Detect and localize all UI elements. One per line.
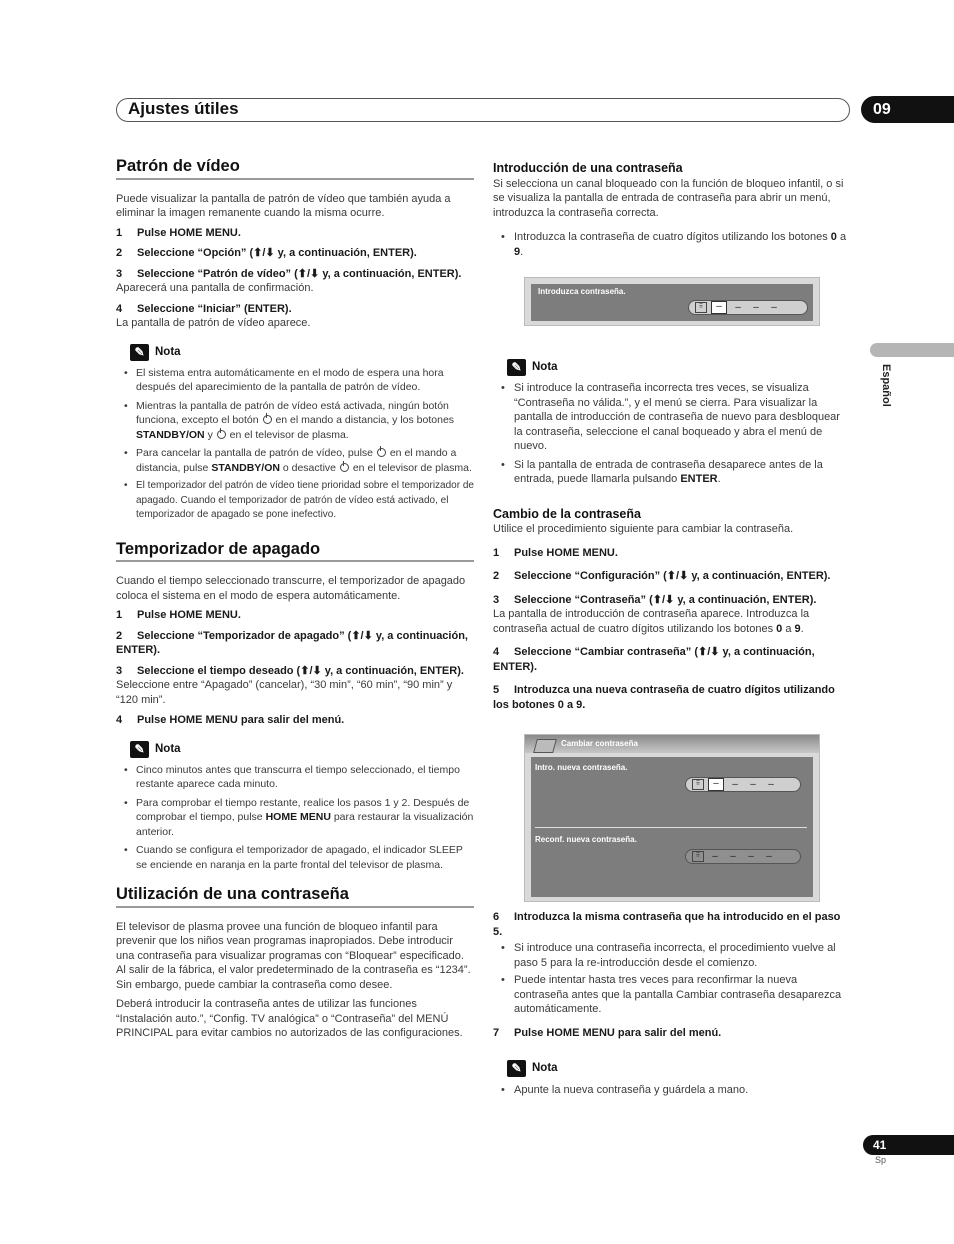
section-title-video-pattern: Patrón de vídeo xyxy=(116,159,474,180)
chapter-title: Ajustes útiles xyxy=(128,99,239,118)
new-password-field[interactable]: ⠿ – – – – xyxy=(685,777,801,792)
password-entry-screen xyxy=(524,277,820,326)
step-4: 4 Seleccione “Cambiar contraseña” (⬆/⬇ y, a continuación, ENTER). xyxy=(493,646,815,673)
note-heading: ✎ Nota xyxy=(507,1060,851,1077)
confirm-password-field[interactable]: ⠿ – – – – xyxy=(685,849,801,864)
pencil-note-icon: ✎ xyxy=(507,1060,526,1077)
disk-icon xyxy=(533,739,557,753)
step-4-desc: La pantalla de patrón de vídeo aparece. xyxy=(116,317,311,329)
note-item: • Mientras la pantalla de patrón de vídeo está activada, ningún botón funciona, excepto el botón en el mando a distancia, y los botones STANDBY/ON y en el televisor de plasma. xyxy=(116,399,474,443)
language-label: Español xyxy=(880,364,892,407)
enter-password-intro: Si selecciona un canal bloqueado con la función de bloqueo infantil, o si se visualiza la pantalla de entrada de contraseña para abrir un menú, introduzca la contraseña correcta. xyxy=(493,177,844,219)
section-title-password: Utilización de una contraseña xyxy=(116,887,474,908)
page-lang-code: Sp xyxy=(875,1155,887,1165)
note-heading: ✎ Nota xyxy=(130,344,474,361)
screen-title: Cambiar contraseña xyxy=(561,739,638,748)
note-item: • Apunte la nueva contraseña y guárdela a mano. xyxy=(493,1083,851,1098)
step-3: 3 Seleccione “Patrón de vídeo” (⬆/⬇ y, a continuación, ENTER). xyxy=(116,267,462,280)
note-item: • Para cancelar la pantalla de patrón de vídeo, pulse en el mando a distancia, pulse STANDBY/ON o desactive en el televisor de plasma. xyxy=(116,446,474,475)
step-1: 1 Pulse HOME MENU. xyxy=(116,226,241,239)
step-1: 1 Pulse HOME MENU. xyxy=(116,609,241,621)
change-password-screen xyxy=(524,734,820,902)
password-intro: El televisor de plasma provee una función de bloqueo infantil para prevenir que los niños vean programas inapropiados. Debe introducir una contraseña para visualizar programas con “Bloquear” especificado. Al salir de la fábrica, el valor predeterminado de la contraseña es “1234”. Sin embargo, puede cambiar la contraseña como desee. xyxy=(116,920,471,991)
step-7: 7 Pulse HOME MENU para salir del menú. xyxy=(493,1026,722,1039)
note-item: • El temporizador del patrón de vídeo tiene prioridad sobre el temporizador de apagado. Cuando el temporizador de patrón de vídeo está activado, el temporizador de apagado se pone inefectivo. xyxy=(116,479,474,523)
power-icon xyxy=(377,448,386,457)
pencil-note-icon: ✎ xyxy=(130,741,149,758)
step-3-desc: La pantalla de introducción de contraseña aparece. Introduzca la contraseña actual de cuatro dígitos utilizando los botones 0 a 9. xyxy=(493,608,810,635)
pencil-note-icon: ✎ xyxy=(507,359,526,376)
subsection-title-enter-password: Introducción de una contraseña xyxy=(493,161,683,175)
step-3: 3 Seleccione el tiempo deseado (⬆/⬇ y, a continuación, ENTER). xyxy=(116,664,464,677)
section-title-sleep-timer: Temporizador de apagado xyxy=(116,542,474,563)
sleep-timer-intro: Cuando el tiempo seleccionado transcurre, el temporizador de apagado coloca el sistema en el modo de espera automáticamente. xyxy=(116,575,466,602)
step-4: 4 Pulse HOME MENU para salir del menú. xyxy=(116,714,345,726)
note-heading: ✎ Nota xyxy=(130,741,474,758)
step-3-desc: Seleccione entre “Apagado” (cancelar), “30 min”, “60 min”, “90 min” y “120 min”. xyxy=(116,679,453,706)
subsection-title-change-password: Cambio de la contraseña xyxy=(493,506,641,521)
step-2: 2 Seleccione “Opción” (⬆/⬇ y, a continuación, ENTER). xyxy=(116,247,417,259)
keypad-icon: ⠿ xyxy=(692,779,704,790)
new-password-label: Intro. nueva contraseña. xyxy=(535,763,628,772)
chapter-number: 09 xyxy=(861,96,954,123)
note-item: • Si la pantalla de entrada de contraseña desaparece antes de la entrada, puede llamarla pulsando ENTER. xyxy=(493,458,851,487)
note-item: • Si introduce la contraseña incorrecta tres veces, se visualiza “Contraseña no válida.”, y el menú se cierra. Para visualizar la pantalla de introducción de contraseña de nuevo para desbloquear la contraseña, seleccione el canal boqueado y abra el menú de nuevo. xyxy=(493,381,851,454)
language-tab xyxy=(870,343,954,357)
step-2: 2 Seleccione “Temporizador de apagado” (⬆/⬇ y, a continuación, ENTER). xyxy=(116,629,468,656)
change-password-intro: Utilice el procedimiento siguiente para cambiar la contraseña. xyxy=(493,523,794,535)
password-paragraph-2: Deberá introducir la contraseña antes de utilizar las funciones “Instalación auto.”, “Config. TV analógica” o “Contraseña” del MENÚ PRINCIPAL para evitar cambios no autorizados de las configuraciones. xyxy=(116,998,463,1039)
confirm-password-label: Reconf. nueva contraseña. xyxy=(535,835,637,844)
page-number: 41 xyxy=(863,1135,954,1155)
step-1: 1 Pulse HOME MENU. xyxy=(493,546,618,559)
power-icon xyxy=(263,415,272,424)
bullet-item: • Introduzca la contraseña de cuatro dígitos utilizando los botones 0 a 9. xyxy=(493,230,851,259)
bullet-item: • Si introduce una contraseña incorrecta, el procedimiento vuelve al paso 5 para la re-introducción desde el comienzo. xyxy=(493,941,851,970)
password-field[interactable]: ⠿ – – – – xyxy=(688,300,808,315)
note-item: • Para comprobar el tiempo restante, realice los pasos 1 y 2. Después de comprobar el tiempo, pulse HOME MENU para restaurar la visualización anterior. xyxy=(116,796,474,840)
screen-label: Introduzca contraseña. xyxy=(538,287,626,296)
keypad-icon: ⠿ xyxy=(695,302,707,313)
step-2: 2 Seleccione “Configuración” (⬆/⬇ y, a continuación, ENTER). xyxy=(493,570,831,582)
step-6: 6 Introduzca la misma contraseña que ha introducido en el paso 5. xyxy=(493,911,841,938)
step-3: 3 Seleccione “Contraseña” (⬆/⬇ y, a continuación, ENTER). xyxy=(493,593,817,606)
video-pattern-intro: Puede visualizar la pantalla de patrón de vídeo que también ayuda a eliminar la imagen remanente cuando la misma ocurre. xyxy=(116,192,451,219)
note-item: • Cinco minutos antes que transcurra el tiempo seleccionado, el tiempo restante aparece cada minuto. xyxy=(116,763,474,792)
step-5: 5 Introduzca una nueva contraseña de cuatro dígitos utilizando los botones 0 a 9. xyxy=(493,684,835,711)
keypad-icon: ⠿ xyxy=(692,851,704,862)
pencil-note-icon: ✎ xyxy=(130,344,149,361)
power-icon xyxy=(217,430,226,439)
step-4: 4 Seleccione “Iniciar” (ENTER). xyxy=(116,302,292,315)
note-heading: ✎ Nota xyxy=(507,359,851,376)
note-item: • El sistema entra automáticamente en el modo de espera una hora después del aparecimiento de la pantalla de patrón de vídeo. xyxy=(116,366,474,395)
bullet-item: • Puede intentar hasta tres veces para reconfirmar la nueva contraseña antes que la pantalla Cambiar contraseña desaparezca automáticamente. xyxy=(493,973,851,1017)
left-column xyxy=(116,159,474,1041)
note-item: • Cuando se configura el temporizador de apagado, el indicador SLEEP se enciende en naranja en la parte frontal del televisor de plasma. xyxy=(116,843,474,872)
divider xyxy=(535,827,807,828)
power-icon xyxy=(340,463,349,472)
step-3-desc: Aparecerá una pantalla de confirmación. xyxy=(116,282,314,294)
